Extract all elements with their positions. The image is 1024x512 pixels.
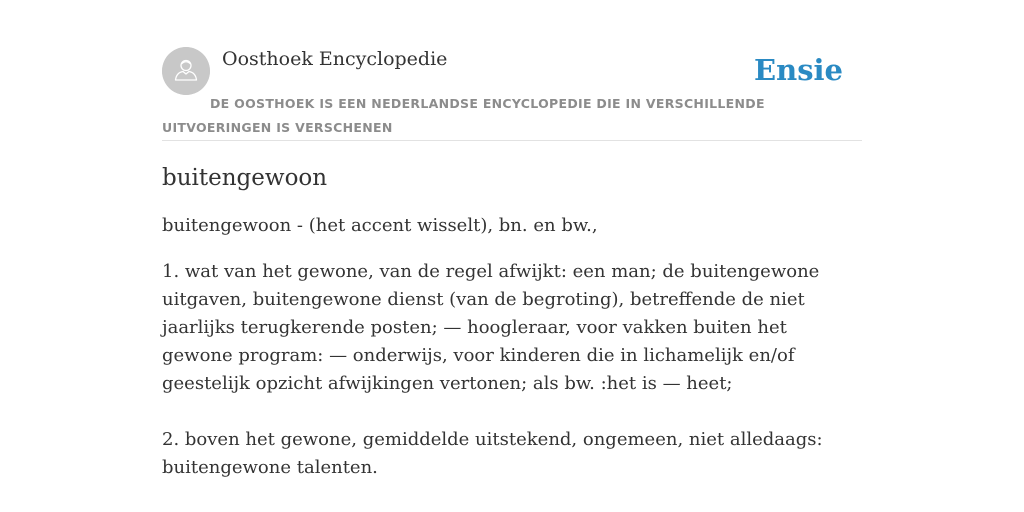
entry-definition-line: buitengewoon - (het accent wisselt), bn. en bw., (162, 215, 598, 236)
entry-title: buitengewoon (162, 165, 328, 191)
user-avatar-icon[interactable] (162, 47, 210, 95)
entry-meaning-2: 2. boven het gewone, gemiddelde uitstekend, ongemeen, niet alledaags: buitengewone talenten. (162, 429, 823, 478)
entry-header (162, 46, 862, 141)
author-name[interactable]: Oosthoek Encyclopedie (222, 48, 448, 70)
author-tagline: DE OOSTHOEK IS EEN NEDERLANDSE ENCYCLOPEDIE DIE IN VERSCHILLENDE UITVOERINGEN IS VERSCHENEN (162, 96, 765, 135)
entry-content (162, 160, 862, 482)
meaning-spacer (162, 398, 862, 426)
ensie-logo-link[interactable]: Ensie (754, 53, 843, 87)
entry-meaning-1: 1. wat van het gewone, van de regel afwijkt: een man; de buitengewone uitgaven, buitengewone dienst (van de begroting), betreffende de niet jaarlijks terugkerende posten; — hoogleraar, voor vakken buiten het gewone program: — onderwijs, voor kinderen die in lichamelijk en/of geestelijk opzicht afwijkingen vertonen; als bw. :het is — heet; (162, 261, 820, 394)
